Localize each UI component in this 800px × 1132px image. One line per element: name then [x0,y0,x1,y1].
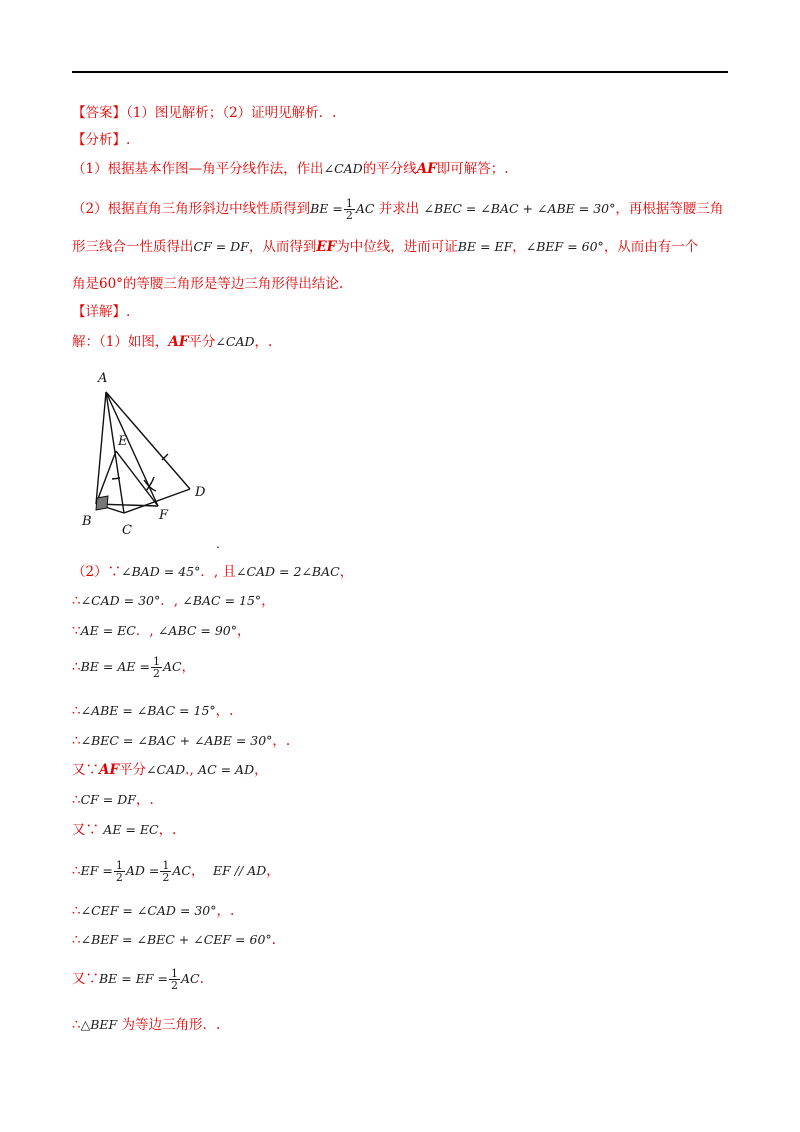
proof-line-10: ∴EF = $\frac{1}{2}$ AD = $\frac{1}{2}$ AC， EF // AD， [72,859,280,884]
analysis-paragraph-2: （2）根据直角三角形斜边中线性质得到BE = $\frac{1}{2}$ AC 并求出 ∠BEC = ∠BAC + ∠ABE = 30°，再根据等腰三角 [72,197,724,222]
label-B: B [82,514,92,529]
proof-line-11: ∴∠CEF = ∠CAD = 30°，. [72,903,235,919]
analysis-paragraph-3: 形三线合一性质得出CF = DF，从而得到EF为中位线，进而可证BE = EF，∠BEF = 60°，从而由有一个 [72,239,699,255]
label-F: F [159,508,169,523]
analysis-tag: 【分析】 [72,132,126,148]
proof-line-12: ∴∠BEF = ∠BEC + ∠CEF = 60°. [72,932,276,948]
proof-line-9: 又∵ AE = EC，. [72,822,177,838]
fraction-half: $\frac{1}{2}$ [345,197,353,222]
tick-mark [112,478,120,479]
answer-line [72,104,336,122]
figure-dot: . [216,537,220,551]
label-D: D [195,485,206,500]
fraction-half: $\frac{1}{2}$ [152,655,160,680]
proof-line-2: ∴∠CAD = 30°．, ∠BAC = 15°， [72,593,275,609]
geometry-figure [80,365,240,555]
segment-CD [124,489,190,513]
answer-text: （1）图见解析；（2）证明见解析．. [126,105,337,121]
proof-line-1: （2）∵∠BAD = 45°．, 且∠CAD = 2∠BAC， [72,564,354,580]
label-A: A [98,371,108,386]
label-E: E [118,434,128,449]
math-expr: ∠CAD [323,161,363,176]
proof-line-7: 又∵AF平分∠CAD., AC = AD， [72,762,268,778]
analysis-paragraph-1: （1）根据基本作图—角平分线作法，作出∠CAD的平分线AF即可解答；. [72,161,509,177]
detail-tag: 【详解】 [72,304,126,320]
proof-line-8: ∴CF = DF，. [72,792,154,808]
proof-line-6: ∴∠BEC = ∠BAC + ∠ABE = 30°，. [72,733,291,749]
proof-line-13: 又∵BE = EF = $\frac{1}{2}$ AC. [72,967,204,992]
segment-AB [96,392,106,504]
proof-line-5: ∴∠ABE = ∠BAC = 15°，. [72,703,234,719]
analysis-paragraph-4: 角是60°的等腰三角形是等边三角形得出结论. [72,276,344,292]
label-C: C [122,523,132,538]
proof-line-4: ∴BE = AE = $\frac{1}{2}$ AC， [72,655,196,680]
header-rule [72,71,728,73]
proof-line-3: ∵AE = EC．, ∠ABC = 90°， [72,623,251,639]
right-angle-mark [96,496,108,510]
analysis-heading: 【分析】. [72,132,131,148]
detail-heading: 【详解】. [72,304,131,320]
solution-part-1: 解：（1）如图，AF平分∠CAD，. [72,334,273,350]
proof-line-14: ∴△BEF 为等边三角形．. [72,1017,221,1033]
answer-tag: 【答案】 [72,105,126,121]
